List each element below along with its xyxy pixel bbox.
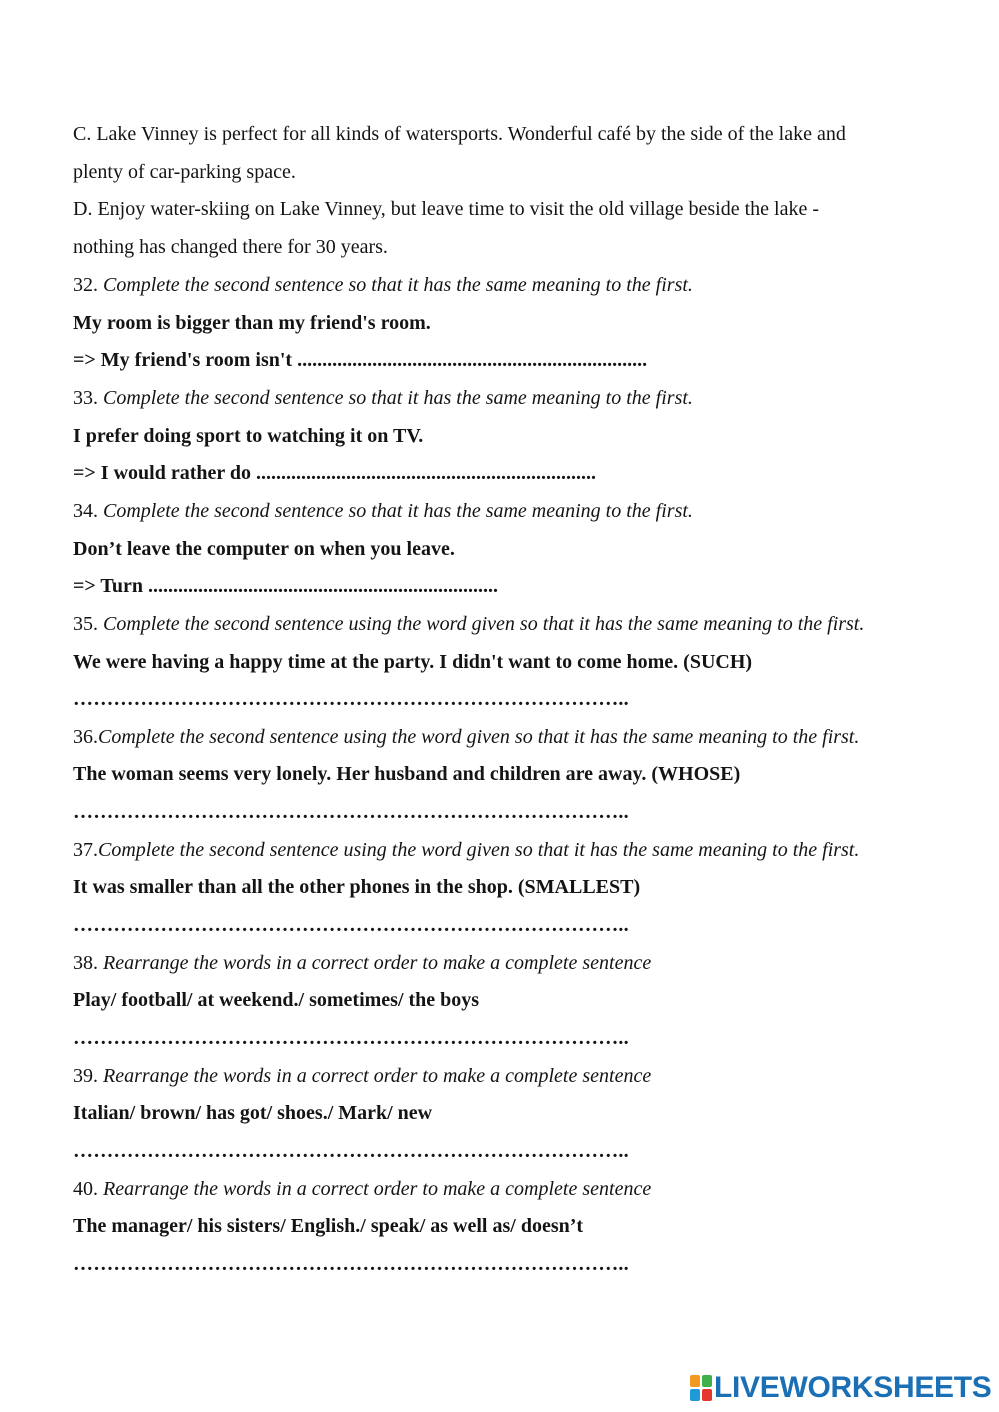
question-33-instruction (73, 386, 693, 410)
question-36-answer-field[interactable]: ……………………………………………………………………….. (73, 801, 629, 823)
instruction-text: Complete the second sentence using the word given so that it has the same meaning to the first. (98, 726, 860, 748)
question-38-instruction (73, 951, 651, 975)
question-39-answer-field[interactable]: ……………………………………………………………………….. (73, 1140, 629, 1162)
passage-d-line-2: nothing has changed there for 30 years. (73, 236, 388, 258)
liveworksheets-logo (690, 1372, 992, 1404)
instruction-text: Complete the second sentence so that it has the same meaning to the first. (103, 274, 693, 296)
instruction-text: Rearrange the words in a correct order to make a complete sentence (103, 1065, 652, 1087)
question-37-instruction (73, 838, 859, 862)
question-39-instruction (73, 1064, 651, 1088)
instruction-text: Complete the second sentence using the word given so that it has the same meaning to the first. (103, 613, 865, 635)
question-33-answer-field[interactable]: => I would rather do .................................................................... (73, 462, 596, 484)
passage-d-line-1: D. Enjoy water-skiing on Lake Vinney, but leave time to visit the old village beside the lake - (73, 198, 819, 220)
liveworksheets-logo-icon (690, 1375, 712, 1401)
question-40-instruction (73, 1177, 651, 1201)
question-35-prompt: We were having a happy time at the party. I didn't want to come home. (SUCH) (73, 651, 753, 673)
question-32-prompt: My room is bigger than my friend's room. (73, 312, 431, 334)
question-38-prompt: Play/ football/ at weekend./ sometimes/ the boys (73, 989, 480, 1011)
question-40-answer-field[interactable]: ……………………………………………………………………….. (73, 1253, 629, 1275)
question-number: 34. (73, 500, 103, 522)
instruction-text: Rearrange the words in a correct order to make a complete sentence (103, 952, 652, 974)
question-34-prompt: Don’t leave the computer on when you leave. (73, 538, 455, 560)
question-32-instruction (73, 273, 693, 297)
passage-c-line-1: C. Lake Vinney is perfect for all kinds of watersports. Wonderful café by the side of the lake and (73, 123, 846, 145)
question-36-instruction (73, 725, 859, 749)
question-33-prompt: I prefer doing sport to watching it on TV. (73, 425, 424, 447)
question-37-prompt: It was smaller than all the other phones in the shop. (SMALLEST) (73, 876, 641, 898)
question-number: 39. (73, 1065, 103, 1087)
question-number: 37. (73, 839, 98, 861)
instruction-text: Complete the second sentence so that it has the same meaning to the first. (103, 387, 693, 409)
instruction-text: Complete the second sentence using the word given so that it has the same meaning to the first. (98, 839, 860, 861)
question-number: 40. (73, 1178, 103, 1200)
question-39-prompt: Italian/ brown/ has got/ shoes./ Mark/ new (73, 1102, 433, 1124)
question-35-answer-field[interactable]: ……………………………………………………………………….. (73, 688, 629, 710)
instruction-text: Complete the second sentence so that it has the same meaning to the first. (103, 500, 693, 522)
question-40-prompt: The manager/ his sisters/ English./ speak/ as well as/ doesn’t (73, 1215, 584, 1237)
question-number: 38. (73, 952, 103, 974)
question-32-answer-field[interactable]: => My friend's room isn't ...................................................................... (73, 349, 648, 371)
question-number: 33. (73, 387, 103, 409)
passage-c-line-2: plenty of car-parking space. (73, 161, 296, 183)
question-number: 35. (73, 613, 103, 635)
question-34-instruction (73, 499, 693, 523)
question-number: 36. (73, 726, 98, 748)
question-37-answer-field[interactable]: ……………………………………………………………………….. (73, 914, 629, 936)
question-38-answer-field[interactable]: ……………………………………………………………………….. (73, 1027, 629, 1049)
question-35-instruction (73, 612, 864, 636)
instruction-text: Rearrange the words in a correct order to make a complete sentence (103, 1178, 652, 1200)
question-number: 32. (73, 274, 103, 296)
logo-text: LIVEWORKSHEETS (714, 1371, 992, 1404)
question-36-prompt: The woman seems very lonely. Her husband and children are away. (WHOSE) (73, 763, 741, 785)
question-34-answer-field[interactable]: => Turn ...................................................................... (73, 575, 499, 597)
